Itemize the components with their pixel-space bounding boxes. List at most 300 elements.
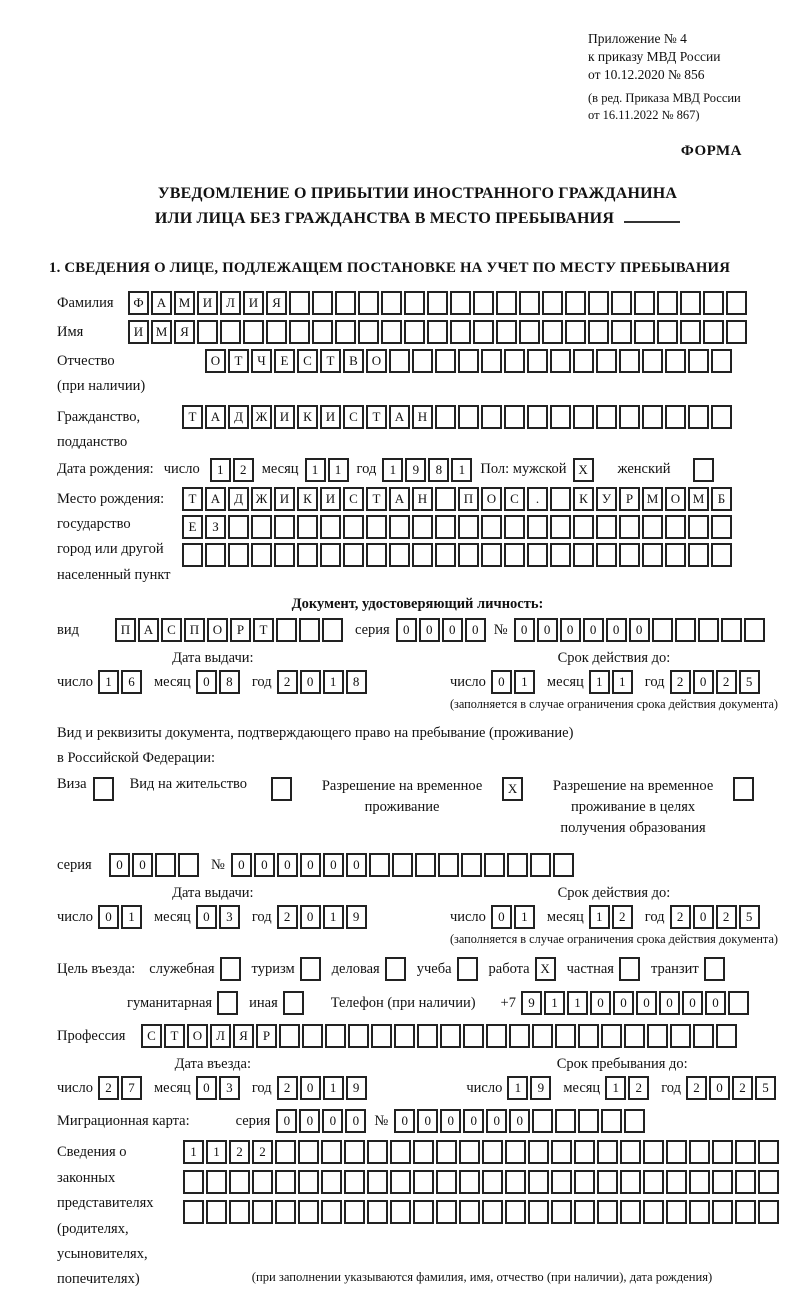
char-cell[interactable] — [642, 543, 663, 567]
char-cell[interactable] — [665, 515, 686, 539]
char-cell[interactable]: Р — [619, 487, 640, 511]
char-cell[interactable]: 1 — [328, 458, 349, 482]
char-cell[interactable] — [381, 320, 402, 344]
char-cell[interactable] — [596, 405, 617, 429]
char-cell[interactable]: А — [151, 291, 172, 315]
char-cell[interactable] — [297, 543, 318, 567]
char-cell[interactable] — [427, 291, 448, 315]
char-cell[interactable] — [573, 349, 594, 373]
char-cell[interactable] — [321, 1140, 342, 1164]
char-cell[interactable] — [504, 349, 525, 373]
char-cell[interactable] — [698, 618, 719, 642]
char-cell[interactable]: 0 — [394, 1109, 415, 1133]
char-cell[interactable]: 0 — [465, 618, 486, 642]
char-cell[interactable] — [680, 320, 701, 344]
char-cell[interactable] — [611, 291, 632, 315]
char-cell[interactable]: 2 — [670, 905, 691, 929]
char-cell[interactable] — [624, 1109, 645, 1133]
char-cell[interactable] — [758, 1170, 779, 1194]
char-cell[interactable] — [321, 1200, 342, 1224]
char-cell[interactable]: 0 — [463, 1109, 484, 1133]
char-cell[interactable] — [703, 320, 724, 344]
char-cell[interactable] — [574, 1200, 595, 1224]
char-cell[interactable]: О — [665, 487, 686, 511]
char-cell[interactable] — [703, 291, 724, 315]
char-cell[interactable] — [643, 1170, 664, 1194]
char-cell[interactable]: 9 — [530, 1076, 551, 1100]
char-cell[interactable] — [367, 1170, 388, 1194]
char-cell[interactable] — [597, 1170, 618, 1194]
char-cell[interactable] — [220, 957, 241, 981]
char-cell[interactable] — [228, 543, 249, 567]
char-cell[interactable]: Н — [412, 487, 433, 511]
char-cell[interactable]: Т — [366, 405, 387, 429]
char-cell[interactable]: К — [297, 405, 318, 429]
char-cell[interactable] — [551, 1140, 572, 1164]
char-cell[interactable]: Ф — [128, 291, 149, 315]
char-cell[interactable]: Н — [412, 405, 433, 429]
char-cell[interactable]: 1 — [589, 670, 610, 694]
char-cell[interactable] — [712, 1200, 733, 1224]
char-cell[interactable] — [435, 405, 456, 429]
char-cell[interactable] — [484, 853, 505, 877]
char-cell[interactable] — [217, 991, 238, 1015]
char-cell[interactable] — [271, 777, 292, 801]
char-cell[interactable] — [693, 1024, 714, 1048]
char-cell[interactable] — [435, 349, 456, 373]
char-cell[interactable] — [302, 1024, 323, 1048]
char-cell[interactable] — [413, 1140, 434, 1164]
char-cell[interactable]: С — [343, 487, 364, 511]
char-cell[interactable] — [358, 320, 379, 344]
char-cell[interactable]: 0 — [322, 1109, 343, 1133]
char-cell[interactable]: Ж — [251, 487, 272, 511]
char-cell[interactable]: 2 — [277, 1076, 298, 1100]
char-cell[interactable] — [726, 320, 747, 344]
char-cell[interactable] — [243, 320, 264, 344]
char-cell[interactable] — [335, 320, 356, 344]
char-cell[interactable] — [652, 618, 673, 642]
char-cell[interactable]: 0 — [537, 618, 558, 642]
char-cell[interactable]: И — [197, 291, 218, 315]
char-cell[interactable] — [343, 543, 364, 567]
char-cell[interactable] — [550, 349, 571, 373]
char-cell[interactable]: М — [688, 487, 709, 511]
char-cell[interactable]: А — [205, 487, 226, 511]
char-cell[interactable]: 1 — [305, 458, 326, 482]
char-cell[interactable] — [438, 853, 459, 877]
char-cell[interactable] — [509, 1024, 530, 1048]
char-cell[interactable]: 1 — [514, 905, 535, 929]
char-cell[interactable] — [459, 1200, 480, 1224]
char-cell[interactable] — [481, 349, 502, 373]
char-cell[interactable]: 0 — [132, 853, 153, 877]
char-cell[interactable] — [344, 1140, 365, 1164]
char-cell[interactable]: Д — [228, 487, 249, 511]
char-cell[interactable] — [551, 1200, 572, 1224]
char-cell[interactable] — [519, 291, 540, 315]
char-cell[interactable] — [619, 543, 640, 567]
char-cell[interactable]: 0 — [196, 1076, 217, 1100]
char-cell[interactable] — [528, 1200, 549, 1224]
char-cell[interactable] — [601, 1024, 622, 1048]
char-cell[interactable] — [298, 1170, 319, 1194]
char-cell[interactable]: Л — [220, 291, 241, 315]
char-cell[interactable]: С — [343, 405, 364, 429]
char-cell[interactable] — [555, 1109, 576, 1133]
char-cell[interactable]: 1 — [323, 1076, 344, 1100]
char-cell[interactable]: 0 — [590, 991, 611, 1015]
char-cell[interactable] — [574, 1170, 595, 1194]
char-cell[interactable] — [390, 1170, 411, 1194]
char-cell[interactable]: 8 — [346, 670, 367, 694]
char-cell[interactable]: 7 — [121, 1076, 142, 1100]
char-cell[interactable] — [436, 1170, 457, 1194]
char-cell[interactable]: 5 — [739, 670, 760, 694]
char-cell[interactable] — [573, 543, 594, 567]
char-cell[interactable]: 0 — [583, 618, 604, 642]
char-cell[interactable] — [482, 1170, 503, 1194]
char-cell[interactable] — [689, 1140, 710, 1164]
char-cell[interactable]: 0 — [346, 853, 367, 877]
char-cell[interactable] — [704, 957, 725, 981]
char-cell[interactable] — [527, 349, 548, 373]
char-cell[interactable] — [721, 618, 742, 642]
char-cell[interactable] — [436, 1200, 457, 1224]
char-cell[interactable]: 8 — [428, 458, 449, 482]
char-cell[interactable] — [596, 349, 617, 373]
char-cell[interactable] — [550, 515, 571, 539]
char-cell[interactable]: 1 — [567, 991, 588, 1015]
char-cell[interactable] — [527, 515, 548, 539]
char-cell[interactable] — [392, 853, 413, 877]
char-cell[interactable] — [228, 515, 249, 539]
char-cell[interactable]: Р — [256, 1024, 277, 1048]
char-cell[interactable] — [688, 349, 709, 373]
char-cell[interactable]: 0 — [231, 853, 252, 877]
char-cell[interactable] — [289, 291, 310, 315]
char-cell[interactable]: 3 — [219, 1076, 240, 1100]
char-cell[interactable] — [619, 957, 640, 981]
char-cell[interactable]: 8 — [219, 670, 240, 694]
char-cell[interactable]: Р — [230, 618, 251, 642]
char-cell[interactable] — [527, 543, 548, 567]
char-cell[interactable]: 0 — [300, 1076, 321, 1100]
char-cell[interactable] — [597, 1200, 618, 1224]
char-cell[interactable]: 0 — [196, 905, 217, 929]
char-cell[interactable] — [298, 1140, 319, 1164]
char-cell[interactable] — [412, 515, 433, 539]
char-cell[interactable] — [459, 1170, 480, 1194]
char-cell[interactable] — [229, 1170, 250, 1194]
char-cell[interactable]: 6 — [121, 670, 142, 694]
char-cell[interactable]: 0 — [486, 1109, 507, 1133]
char-cell[interactable]: Т — [320, 349, 341, 373]
char-cell[interactable] — [450, 291, 471, 315]
char-cell[interactable]: С — [504, 487, 525, 511]
char-cell[interactable]: 1 — [210, 458, 231, 482]
char-cell[interactable] — [486, 1024, 507, 1048]
char-cell[interactable]: 1 — [544, 991, 565, 1015]
char-cell[interactable]: 2 — [277, 905, 298, 929]
char-cell[interactable]: 0 — [323, 853, 344, 877]
char-cell[interactable] — [229, 1200, 250, 1224]
char-cell[interactable] — [665, 349, 686, 373]
char-cell[interactable]: О — [205, 349, 226, 373]
char-cell[interactable]: 1 — [206, 1140, 227, 1164]
char-cell[interactable] — [389, 349, 410, 373]
char-cell[interactable]: 1 — [507, 1076, 528, 1100]
char-cell[interactable] — [182, 543, 203, 567]
char-cell[interactable] — [504, 543, 525, 567]
char-cell[interactable] — [689, 1200, 710, 1224]
char-cell[interactable]: 0 — [345, 1109, 366, 1133]
char-cell[interactable] — [206, 1200, 227, 1224]
char-cell[interactable]: 2 — [686, 1076, 707, 1100]
char-cell[interactable] — [573, 515, 594, 539]
char-cell[interactable]: 1 — [514, 670, 535, 694]
char-cell[interactable] — [619, 349, 640, 373]
char-cell[interactable] — [348, 1024, 369, 1048]
char-cell[interactable] — [412, 349, 433, 373]
char-cell[interactable] — [553, 853, 574, 877]
char-cell[interactable]: 2 — [233, 458, 254, 482]
char-cell[interactable]: 0 — [709, 1076, 730, 1100]
char-cell[interactable] — [505, 1170, 526, 1194]
char-cell[interactable] — [381, 291, 402, 315]
char-cell[interactable]: С — [161, 618, 182, 642]
char-cell[interactable] — [601, 1109, 622, 1133]
char-cell[interactable] — [312, 320, 333, 344]
char-cell[interactable]: И — [320, 405, 341, 429]
char-cell[interactable] — [733, 777, 754, 801]
char-cell[interactable] — [366, 515, 387, 539]
char-cell[interactable] — [711, 349, 732, 373]
char-cell[interactable] — [657, 291, 678, 315]
char-cell[interactable] — [435, 543, 456, 567]
char-cell[interactable]: Т — [366, 487, 387, 511]
char-cell[interactable] — [458, 349, 479, 373]
char-cell[interactable]: 1 — [605, 1076, 626, 1100]
char-cell[interactable]: 0 — [613, 991, 634, 1015]
char-cell[interactable]: 0 — [276, 1109, 297, 1133]
char-cell[interactable]: 2 — [670, 670, 691, 694]
char-cell[interactable] — [597, 1140, 618, 1164]
char-cell[interactable]: Ч — [251, 349, 272, 373]
char-cell[interactable] — [666, 1200, 687, 1224]
char-cell[interactable] — [726, 291, 747, 315]
char-cell[interactable]: 0 — [254, 853, 275, 877]
char-cell[interactable] — [276, 618, 297, 642]
char-cell[interactable] — [415, 853, 436, 877]
char-cell[interactable] — [689, 1170, 710, 1194]
char-cell[interactable]: 3 — [219, 905, 240, 929]
char-cell[interactable]: 2 — [628, 1076, 649, 1100]
char-cell[interactable] — [473, 320, 494, 344]
char-cell[interactable] — [206, 1170, 227, 1194]
char-cell[interactable] — [458, 515, 479, 539]
char-cell[interactable] — [299, 618, 320, 642]
char-cell[interactable]: В — [343, 349, 364, 373]
char-cell[interactable] — [283, 991, 304, 1015]
char-cell[interactable]: А — [389, 405, 410, 429]
char-cell[interactable] — [588, 291, 609, 315]
char-cell[interactable] — [657, 320, 678, 344]
char-cell[interactable]: 2 — [732, 1076, 753, 1100]
char-cell[interactable] — [688, 543, 709, 567]
char-cell[interactable]: 1 — [98, 670, 119, 694]
char-cell[interactable] — [688, 405, 709, 429]
char-cell[interactable]: П — [458, 487, 479, 511]
char-cell[interactable]: 0 — [606, 618, 627, 642]
char-cell[interactable]: 0 — [300, 853, 321, 877]
char-cell[interactable]: М — [151, 320, 172, 344]
char-cell[interactable]: 0 — [109, 853, 130, 877]
char-cell[interactable]: 1 — [451, 458, 472, 482]
char-cell[interactable]: 2 — [98, 1076, 119, 1100]
char-cell[interactable]: 0 — [629, 618, 650, 642]
char-cell[interactable] — [461, 853, 482, 877]
char-cell[interactable] — [459, 1140, 480, 1164]
char-cell[interactable]: П — [115, 618, 136, 642]
char-cell[interactable]: 0 — [682, 991, 703, 1015]
char-cell[interactable] — [542, 320, 563, 344]
char-cell[interactable]: И — [274, 405, 295, 429]
char-cell[interactable]: 9 — [346, 1076, 367, 1100]
char-cell[interactable] — [413, 1170, 434, 1194]
char-cell[interactable]: 0 — [300, 905, 321, 929]
char-cell[interactable] — [366, 543, 387, 567]
char-cell[interactable] — [344, 1200, 365, 1224]
char-cell[interactable] — [404, 291, 425, 315]
char-cell[interactable] — [680, 291, 701, 315]
char-cell[interactable] — [528, 1170, 549, 1194]
char-cell[interactable] — [197, 320, 218, 344]
char-cell[interactable]: 2 — [252, 1140, 273, 1164]
char-cell[interactable] — [320, 515, 341, 539]
char-cell[interactable] — [642, 405, 663, 429]
char-cell[interactable] — [507, 853, 528, 877]
char-cell[interactable]: Т — [253, 618, 274, 642]
char-cell[interactable] — [481, 405, 502, 429]
char-cell[interactable] — [643, 1140, 664, 1164]
char-cell[interactable]: 2 — [229, 1140, 250, 1164]
char-cell[interactable] — [266, 320, 287, 344]
char-cell[interactable] — [528, 1140, 549, 1164]
char-cell[interactable] — [205, 543, 226, 567]
char-cell[interactable] — [688, 515, 709, 539]
char-cell[interactable] — [565, 291, 586, 315]
char-cell[interactable]: 0 — [419, 618, 440, 642]
char-cell[interactable]: У — [596, 487, 617, 511]
char-cell[interactable]: Б — [711, 487, 732, 511]
char-cell[interactable]: А — [138, 618, 159, 642]
char-cell[interactable] — [371, 1024, 392, 1048]
char-cell[interactable] — [385, 957, 406, 981]
char-cell[interactable]: 2 — [716, 670, 737, 694]
char-cell[interactable] — [93, 777, 114, 801]
char-cell[interactable]: И — [320, 487, 341, 511]
char-cell[interactable]: 0 — [560, 618, 581, 642]
char-cell[interactable] — [624, 1024, 645, 1048]
char-cell[interactable]: Т — [182, 405, 203, 429]
char-cell[interactable] — [711, 405, 732, 429]
char-cell[interactable]: 9 — [346, 905, 367, 929]
char-cell[interactable] — [312, 291, 333, 315]
char-cell[interactable] — [716, 1024, 737, 1048]
char-cell[interactable]: 0 — [442, 618, 463, 642]
char-cell[interactable] — [496, 291, 517, 315]
char-cell[interactable] — [252, 1200, 273, 1224]
char-cell[interactable] — [279, 1024, 300, 1048]
char-cell[interactable] — [505, 1140, 526, 1164]
char-cell[interactable]: 0 — [277, 853, 298, 877]
char-cell[interactable]: Е — [274, 349, 295, 373]
char-cell[interactable]: И — [243, 291, 264, 315]
char-cell[interactable] — [389, 543, 410, 567]
char-cell[interactable] — [693, 458, 714, 482]
char-cell[interactable] — [550, 487, 571, 511]
char-cell[interactable] — [550, 405, 571, 429]
char-cell[interactable] — [555, 1024, 576, 1048]
char-cell[interactable]: О — [187, 1024, 208, 1048]
char-cell[interactable]: Я — [174, 320, 195, 344]
char-cell[interactable]: Д — [228, 405, 249, 429]
char-cell[interactable] — [744, 618, 765, 642]
char-cell[interactable]: 0 — [509, 1109, 530, 1133]
char-cell[interactable] — [390, 1200, 411, 1224]
char-cell[interactable]: 0 — [440, 1109, 461, 1133]
char-cell[interactable] — [735, 1200, 756, 1224]
char-cell[interactable]: А — [205, 405, 226, 429]
char-cell[interactable] — [394, 1024, 415, 1048]
char-cell[interactable] — [435, 515, 456, 539]
char-cell[interactable] — [358, 291, 379, 315]
char-cell[interactable] — [335, 291, 356, 315]
char-cell[interactable] — [666, 1170, 687, 1194]
char-cell[interactable] — [642, 515, 663, 539]
char-cell[interactable] — [504, 405, 525, 429]
char-cell[interactable] — [457, 957, 478, 981]
char-cell[interactable] — [578, 1024, 599, 1048]
char-cell[interactable]: Я — [233, 1024, 254, 1048]
char-cell[interactable]: М — [642, 487, 663, 511]
char-cell[interactable]: 0 — [514, 618, 535, 642]
char-cell[interactable]: О — [207, 618, 228, 642]
char-cell[interactable] — [565, 320, 586, 344]
char-cell[interactable] — [711, 543, 732, 567]
char-cell[interactable]: П — [184, 618, 205, 642]
char-cell[interactable]: О — [366, 349, 387, 373]
char-cell[interactable] — [344, 1170, 365, 1194]
char-cell[interactable] — [573, 405, 594, 429]
char-cell[interactable] — [473, 291, 494, 315]
char-cell[interactable] — [634, 291, 655, 315]
char-cell[interactable] — [275, 1140, 296, 1164]
char-cell[interactable] — [611, 320, 632, 344]
char-cell[interactable]: 1 — [323, 905, 344, 929]
char-cell[interactable] — [463, 1024, 484, 1048]
char-cell[interactable]: 2 — [612, 905, 633, 929]
char-cell[interactable]: 0 — [659, 991, 680, 1015]
char-cell[interactable] — [274, 543, 295, 567]
char-cell[interactable] — [435, 487, 456, 511]
char-cell[interactable] — [578, 1109, 599, 1133]
char-cell[interactable] — [675, 618, 696, 642]
char-cell[interactable] — [427, 320, 448, 344]
char-cell[interactable] — [450, 320, 471, 344]
char-cell[interactable]: О — [481, 487, 502, 511]
